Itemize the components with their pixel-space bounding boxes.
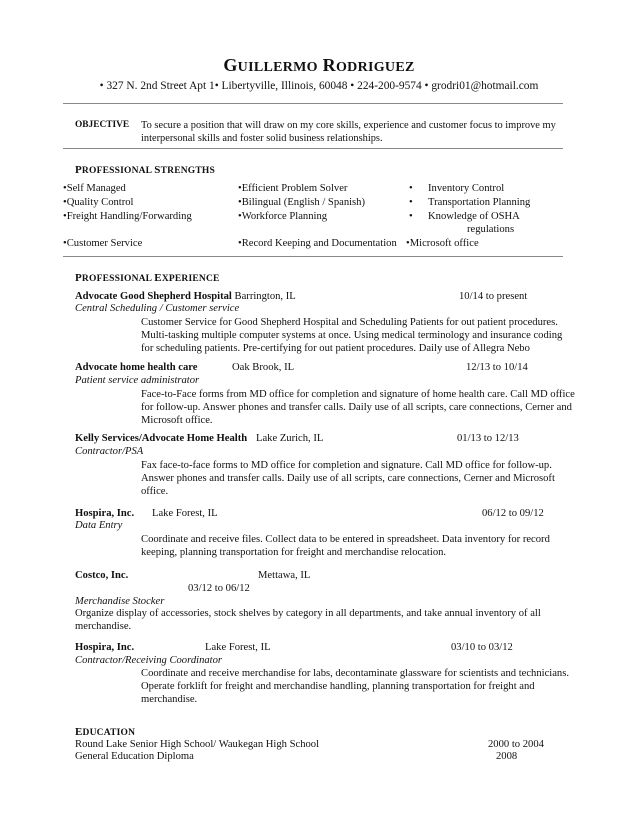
strength-item: Transportation Planning xyxy=(428,197,531,208)
job-header: Costco, Inc. xyxy=(75,570,129,581)
job-role: Patient service administrator xyxy=(75,375,200,386)
strength-item: •Self Managed xyxy=(63,183,126,194)
education-dates: 2000 to 2004 xyxy=(488,739,544,750)
job-description: Coordinate and receive files. Collect data to be entered in spreadsheet. Data inventory for record keeping, planning transportation for freight and merchandise relocation. xyxy=(141,534,550,559)
job-dates: 03/10 to 03/12 xyxy=(451,642,513,653)
divider xyxy=(63,256,563,257)
job-role: Merchandise Stocker xyxy=(75,596,165,607)
strength-item: •Record Keeping and Documentation xyxy=(238,238,397,249)
objective-text: To secure a position that will draw on my core skills, experience and customer focus to improve my interpersonal skills and foster solid business relationships. xyxy=(141,120,556,144)
job-dates: 03/12 to 06/12 xyxy=(188,583,250,594)
strength-item: regulations xyxy=(467,224,515,235)
job-role: Contractor/PSA xyxy=(75,446,144,457)
strengths-heading: PROFESSIONAL STRENGTHS xyxy=(75,164,216,176)
experience-heading: PROFESSIONAL EXPERIENCE xyxy=(75,272,220,284)
strength-item: Inventory Control xyxy=(428,183,505,194)
job-description: Customer Service for Good Shepherd Hospital and Scheduling Patients for out patient procedures. Multi-tasking multiple computer systems at once. Using medical terminology and insurance coding for scheduling patients. Pre-certifying for out patient procedures. Daily use of Allegra Nebo xyxy=(141,317,563,355)
job-header: Advocate Good Shepherd Hospital Barrington, IL xyxy=(75,291,296,302)
strength-item: Knowledge of OSHA xyxy=(428,211,520,222)
resume-name: GUILLERMO RODRIGUEZ xyxy=(223,55,415,75)
job-description: Fax face-to-face forms to MD office for completion and signature. Call MD office for follow-up. Answer phones and transfer calls. Daily use of all scripts, care connections, Cerner and Microsoft office. xyxy=(141,460,555,498)
strength-item: •Workforce Planning xyxy=(238,211,328,222)
education-diploma-date: 2008 xyxy=(496,751,518,762)
strength-item: •Microsoft office xyxy=(406,238,479,249)
job-location: Mettawa, IL xyxy=(258,570,311,581)
education-diploma: General Education Diploma xyxy=(75,751,194,762)
job-role: Data Entry xyxy=(75,520,123,531)
divider xyxy=(63,148,563,149)
strength-item: •Bilingual (English / Spanish) xyxy=(238,197,366,208)
bullet-icon: • xyxy=(409,183,413,194)
job-description: Organize display of accessories, stock shelves by category in all departments, and take annual inventory of all merchandise. xyxy=(75,608,541,633)
job-location: Lake Forest, IL xyxy=(205,642,271,653)
education-heading: EDUCATION xyxy=(75,726,136,738)
job-role: Central Scheduling / Customer service xyxy=(75,303,240,314)
job-description: Face-to-Face forms from MD office for completion and signature of home health care. Call MD office for follow-up. Answer phones and transfer calls. Daily use of all scripts, care connections, Cerner and Microsoft office. xyxy=(141,389,575,427)
job-dates: 10/14 to present xyxy=(459,291,528,302)
job-location: Oak Brook, IL xyxy=(232,362,295,373)
job-header: Hospira, Inc. xyxy=(75,642,135,653)
job-header: Kelly Services/Advocate Home Health xyxy=(75,433,248,444)
strength-item: •Freight Handling/Forwarding xyxy=(63,211,192,222)
objective-label: OBJECTIVE xyxy=(75,120,130,130)
strength-item: •Efficient Problem Solver xyxy=(238,183,348,194)
job-location: Lake Zurich, IL xyxy=(256,433,324,444)
job-header: Hospira, Inc. xyxy=(75,508,135,519)
job-role: Contractor/Receiving Coordinator xyxy=(75,655,223,666)
job-dates: 06/12 to 09/12 xyxy=(482,508,544,519)
job-dates: 01/13 to 12/13 xyxy=(457,433,519,444)
job-dates: 12/13 to 10/14 xyxy=(466,362,528,373)
bullet-icon: • xyxy=(409,211,413,222)
job-description: Coordinate and receive merchandise for labs, decontaminate glassware for scientists and technicians. Operate forklift for freight and merchandise handling, planning transportation for freight and merchandise. xyxy=(141,668,570,706)
job-header: Advocate home health care xyxy=(75,362,198,373)
bullet-icon: • xyxy=(409,197,413,208)
job-location: Lake Forest, IL xyxy=(152,508,218,519)
divider xyxy=(63,103,563,104)
strength-item: •Customer Service xyxy=(63,238,143,249)
contact-line: • 327 N. 2nd Street Apt 1• Libertyville, Illinois, 60048 • 224-200-9574 • grodri01@hotmail.com xyxy=(99,80,539,92)
education-school: Round Lake Senior High School/ Waukegan High School xyxy=(75,739,320,750)
strength-item: •Quality Control xyxy=(63,197,134,208)
